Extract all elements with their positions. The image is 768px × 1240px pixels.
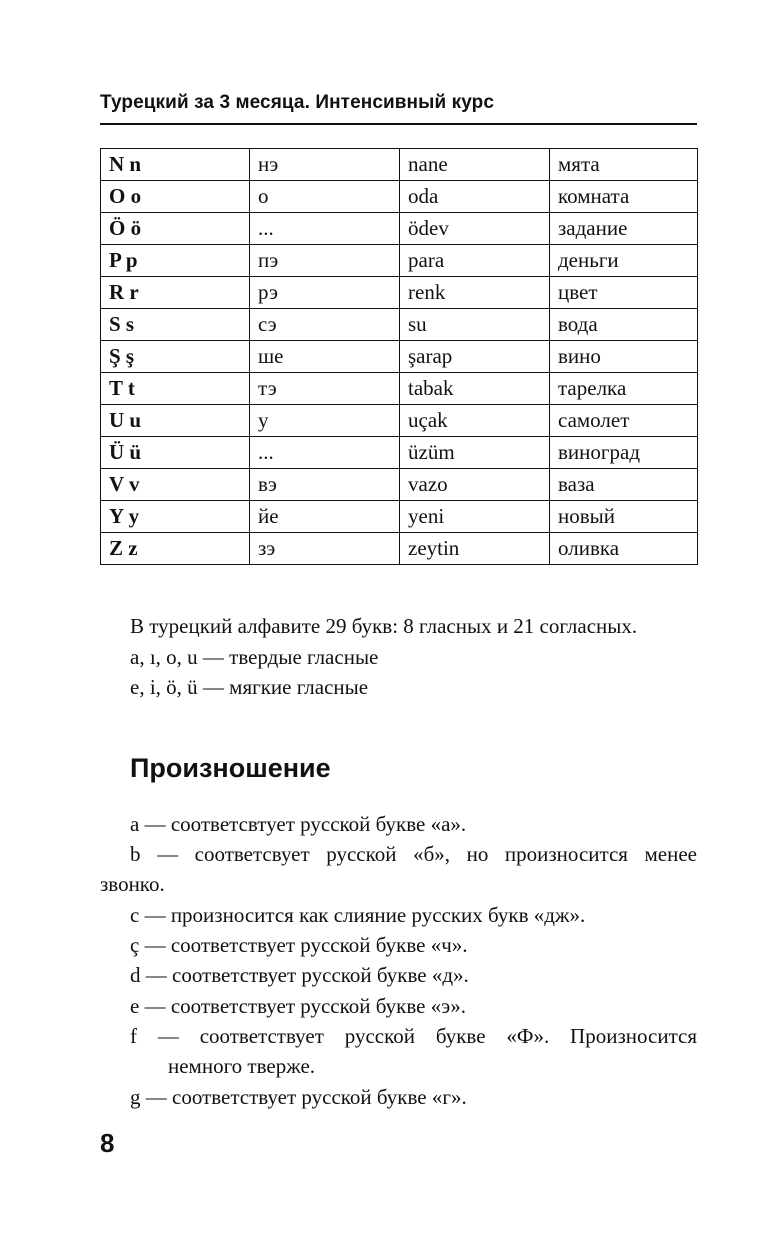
- table-row: [101, 469, 698, 501]
- pronunciation-cell: ше: [250, 341, 400, 373]
- pronunciation-cell: сэ: [250, 309, 400, 341]
- pronunciation-b-line-2: звонко.: [100, 872, 165, 896]
- letter-cell: Y y: [101, 501, 250, 533]
- example-word-cell: nane: [400, 149, 550, 181]
- translation-cell: вода: [550, 309, 698, 341]
- pronunciation-f-line-1: f — соответствует русской букве «Ф». Произносится: [130, 1024, 697, 1048]
- page-number: 8: [100, 1128, 115, 1158]
- example-word-cell: ödev: [400, 213, 550, 245]
- pronunciation-cell: зэ: [250, 533, 400, 565]
- pronunciation-cell: вэ: [250, 469, 400, 501]
- example-word-cell: zeytin: [400, 533, 550, 565]
- pronunciation-e: e — соответствует русской букве «э».: [130, 994, 466, 1018]
- example-word-cell: vazo: [400, 469, 550, 501]
- pronunciation-g: g — соответствует русской букве «г».: [130, 1085, 467, 1109]
- translation-cell: задание: [550, 213, 698, 245]
- table-row: [101, 213, 698, 245]
- letter-cell: S s: [101, 309, 250, 341]
- letter-cell: Ş ş: [101, 341, 250, 373]
- header-rule: [100, 123, 697, 125]
- letter-cell: V v: [101, 469, 250, 501]
- alphabet-table: [100, 148, 698, 565]
- pronunciation-cell: тэ: [250, 373, 400, 405]
- alphabet-table-body: [101, 149, 698, 565]
- summary-line-3: e, i, ö, ü — мягкие гласные: [130, 675, 369, 699]
- pronunciation-cell: йе: [250, 501, 400, 533]
- translation-cell: деньги: [550, 245, 698, 277]
- translation-cell: тарелка: [550, 373, 698, 405]
- pronunciation-cell: ...: [250, 437, 400, 469]
- translation-cell: вино: [550, 341, 698, 373]
- table-row: [101, 501, 698, 533]
- table-row: [101, 437, 698, 469]
- pronunciation-cell: рэ: [250, 277, 400, 309]
- section-title: Произношение: [130, 753, 331, 783]
- example-word-cell: su: [400, 309, 550, 341]
- pronunciation-cell: о: [250, 181, 400, 213]
- pronunciation-cc: ç — соответствует русской букве «ч».: [130, 933, 468, 957]
- translation-cell: цвет: [550, 277, 698, 309]
- translation-cell: комната: [550, 181, 698, 213]
- pronunciation-cell: ...: [250, 213, 400, 245]
- translation-cell: новый: [550, 501, 698, 533]
- letter-cell: Ü ü: [101, 437, 250, 469]
- pronunciation-b-line-1: b — соответсвует русской «б», но произносится менее: [130, 842, 697, 866]
- example-word-cell: oda: [400, 181, 550, 213]
- example-word-cell: tabak: [400, 373, 550, 405]
- pronunciation-f-line-2: немного тверже.: [168, 1054, 316, 1078]
- letter-cell: Z z: [101, 533, 250, 565]
- example-word-cell: uçak: [400, 405, 550, 437]
- table-row: [101, 149, 698, 181]
- example-word-cell: şarap: [400, 341, 550, 373]
- translation-cell: оливка: [550, 533, 698, 565]
- translation-cell: самолет: [550, 405, 698, 437]
- example-word-cell: yeni: [400, 501, 550, 533]
- letter-cell: P p: [101, 245, 250, 277]
- example-word-cell: üzüm: [400, 437, 550, 469]
- letter-cell: U u: [101, 405, 250, 437]
- pronunciation-cell: у: [250, 405, 400, 437]
- table-row: [101, 373, 698, 405]
- translation-cell: мята: [550, 149, 698, 181]
- table-row: [101, 341, 698, 373]
- example-word-cell: para: [400, 245, 550, 277]
- pronunciation-cell: нэ: [250, 149, 400, 181]
- letter-cell: T t: [101, 373, 250, 405]
- table-row: [101, 277, 698, 309]
- table-row: [101, 309, 698, 341]
- table-row: [101, 533, 698, 565]
- running-title: Турецкий за 3 месяца. Интенсивный курс: [100, 92, 495, 113]
- letter-cell: Ö ö: [101, 213, 250, 245]
- table-row: [101, 405, 698, 437]
- table-row: [101, 245, 698, 277]
- letter-cell: R r: [101, 277, 250, 309]
- pronunciation-c: c — произносится как слияние русских букв «дж».: [130, 903, 586, 927]
- translation-cell: виноград: [550, 437, 698, 469]
- pronunciation-a: a — соответсвтует русской букве «а».: [130, 812, 467, 836]
- example-word-cell: renk: [400, 277, 550, 309]
- pronunciation-cell: пэ: [250, 245, 400, 277]
- translation-cell: ваза: [550, 469, 698, 501]
- summary-line-2: a, ı, o, u — твердые гласные: [130, 645, 379, 669]
- letter-cell: O o: [101, 181, 250, 213]
- table-row: [101, 181, 698, 213]
- letter-cell: N n: [101, 149, 250, 181]
- summary-line-1: В турецкий алфавите 29 букв: 8 гласных и 21 согласных.: [130, 614, 638, 638]
- pronunciation-d: d — соответствует русской букве «д».: [130, 963, 469, 987]
